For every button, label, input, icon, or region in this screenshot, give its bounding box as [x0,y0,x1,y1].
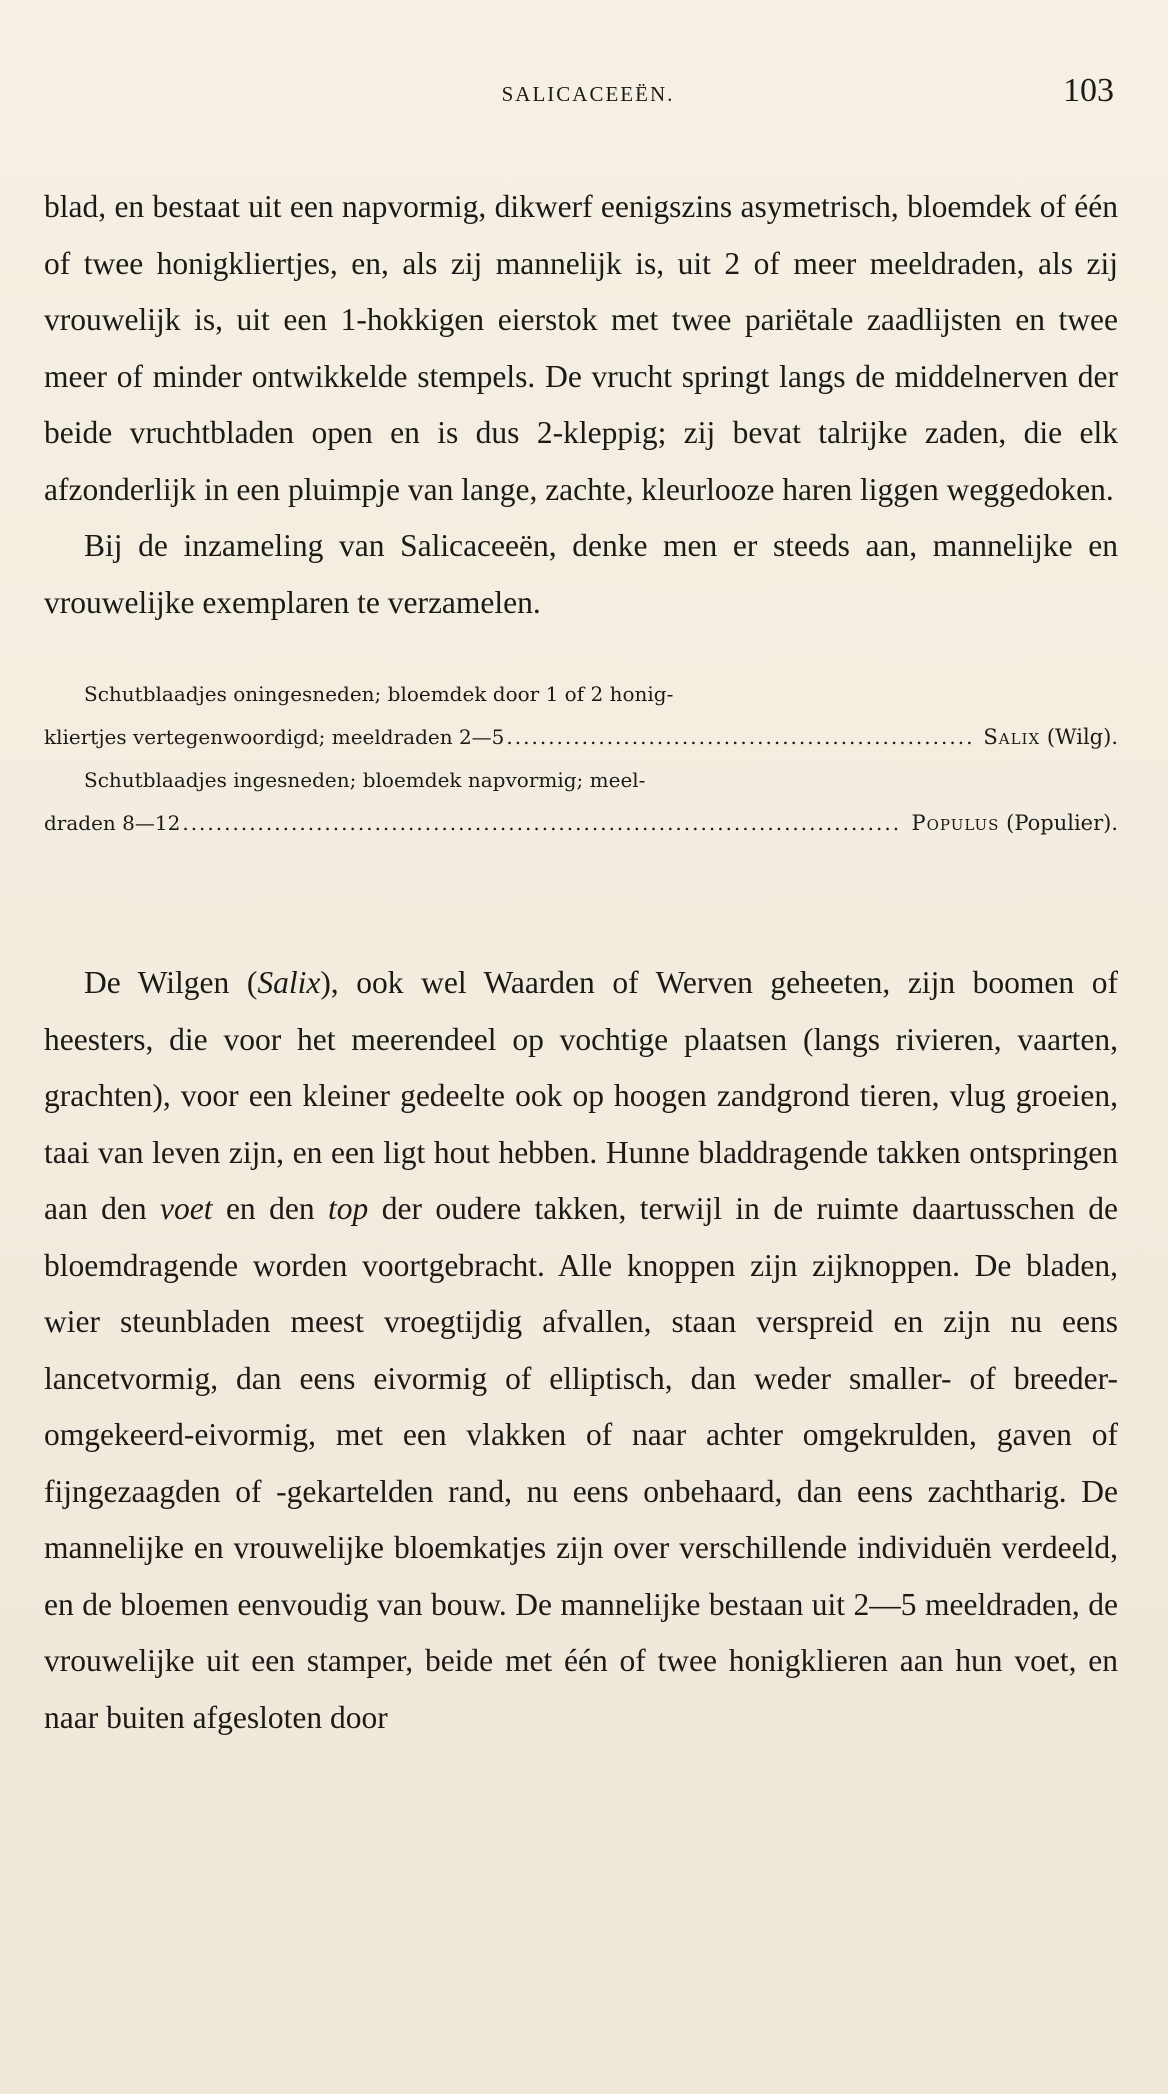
key-entry-populus [44,759,1118,845]
italic-term: Salix [257,965,321,1000]
paragraph-collecting-note: Bij de inzameling van Salicaceeën, denke men er steeds aan, mannelijke en vrouwelijke exemplaren te verzamelen. [44,528,1118,620]
section-wilgen [44,955,1132,1746]
running-title: SALICACEEËN. [501,82,675,106]
dot-leader [506,716,973,759]
key-entry-line: Schutblaadjes oningesneden; bloemdek door 1 of 2 honig- [84,682,674,706]
genus-name: Salix [983,725,1041,749]
key-entry-line: Schutblaadjes ingesneden; bloemdek napvormig; meel- [84,768,646,792]
text-run: en den [212,1191,329,1226]
italic-term: top [328,1191,369,1226]
paragraph-wilgen [44,955,1118,1746]
text-run: der oudere takken, terwijl in de ruimte daartusschen de bloemdragende worden voortgebracht. Alle knoppen zijn zijknoppen. De bladen, wier steunbladen meest vroegtijdig afvallen, staan verspreid en zijn nu eens lancetvormig, dan eens eivormig of elliptisch, dan weder smaller- of breeder-omgekeerd-eivormig, met een vlakken of naar achter omgekrulden, gaven of fijngezaagden of -gekartelden rand, nu eens onbehaard, dan eens zachtharig. De mannelijke en vrouwelijke bloemkatjes zijn over verschillende individuën verdeeld, en de bloemen eenvoudig van bouw. De mannelijke bestaan uit 2—5 meeldraden, de vrouwelijke uit een stamper, beide met één of twee honigklieren aan hun voet, en naar buiten afgesloten door [44,1191,1118,1735]
common-name: (Wilg). [1046,725,1118,749]
key-genus [911,802,1118,845]
text-run: De Wilgen ( [84,965,258,1000]
italic-term: voet [160,1191,213,1226]
section-gap [44,845,1132,955]
key-entry-line: kliertjes vertegenwoordigd; meeldraden 2—5 [44,725,505,749]
paragraph-continued: blad, en bestaat uit een napvormig, dikwerf eenigszins asymetrisch, bloemdek of één of twee honigkliertjes, en, als zij mannelijk is, uit 2 of meer meeldraden, als zij vrouwelijk is, uit een 1-hokkigen eierstok met twee pariëtale zaadlijsten en twee meer of minder ontwikkelde stempels. De vrucht springt langs de middelnerven der beide vruchtbladen open en is dus 2-kleppig; zij bevat talrijke zaden, die elk afzonderlijk in een pluimpje van lange, zachte, kleurlooze haren liggen weggedoken. [44,189,1118,507]
page-header [44,72,1132,124]
common-name: (Populier). [1006,811,1118,835]
page-number: 103 [1063,72,1114,109]
body-text [44,179,1132,631]
key-entry-salix [44,673,1118,759]
key-entry-line: draden 8—12 [44,811,181,835]
key-genus [983,716,1118,759]
genus-key [44,673,1132,845]
dot-leader [182,802,901,845]
text-run: ), ook wel Waarden of Werven geheeten, zijn boomen of heesters, die voor het meerendeel op vochtige plaatsen (langs rivieren, vaarten, grachten), voor een kleiner gedeelte ook op hoogen zandgrond tieren, vlug groeien, taai van leven zijn, en een ligt hout hebben. Hunne bladdragende takken ontspringen aan den [44,965,1118,1226]
genus-name: Populus [911,811,1000,835]
